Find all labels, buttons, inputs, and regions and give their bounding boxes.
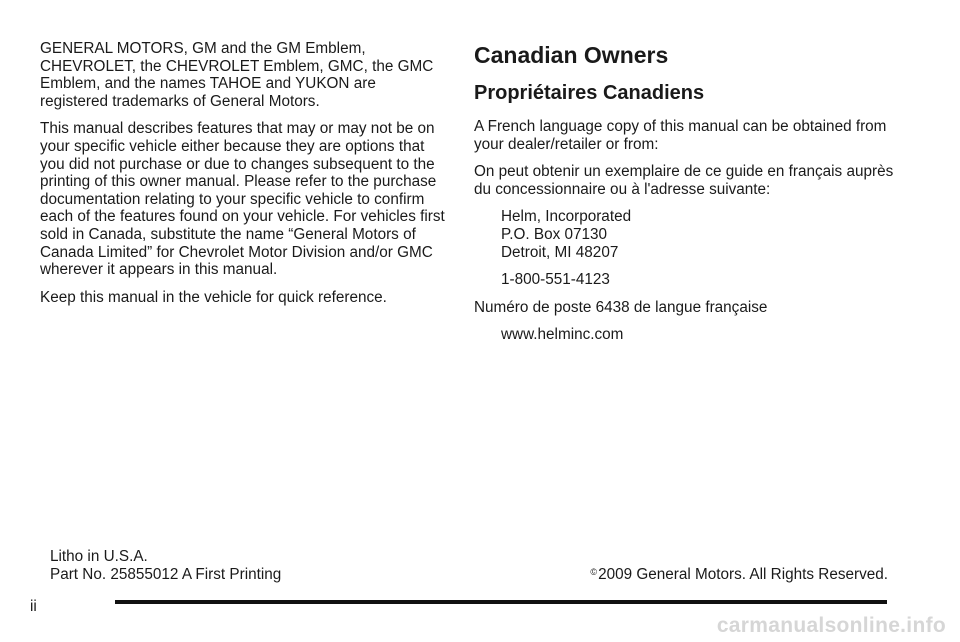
keep-manual-paragraph: Keep this manual in the vehicle for quick reference. bbox=[40, 288, 387, 306]
copyright-text: 2009 General Motors. All Rights Reserved. bbox=[598, 566, 888, 583]
site-watermark: carmanualsonline.info bbox=[716, 614, 946, 637]
litho-text: Litho in U.S.A. bbox=[50, 548, 148, 565]
website-link[interactable]: www.helminc.com bbox=[501, 326, 624, 344]
left-column bbox=[40, 40, 446, 316]
extension-note: Numéro de poste 6438 de langue française bbox=[474, 298, 768, 316]
intro-french: On peut obtenir un exemplaire de ce guide en français auprès du concessionnaire ou à l'adresse suivante: bbox=[474, 163, 894, 198]
copyright-icon: © bbox=[590, 567, 598, 577]
section-subheading: Propriétaires Canadiens bbox=[474, 82, 705, 104]
page-number: ii bbox=[30, 598, 37, 615]
mailing-address bbox=[474, 208, 914, 261]
manual-description-paragraph: This manual describes features that may or may not be on your specific vehicle either because they are options that you did not purchase or due to changes subsequent to the printing of this owner manual. Please refer to the purchase documentation relating to your specific vehicle to confirm each of the features found on your vehicle. For vehicles first sold in Canada, substitute the name “General Motors of Canada Limited” for Chevrolet Motor Division and/or GMC wherever it appears in this manual. bbox=[40, 120, 445, 279]
phone-number: 1-800-551-4123 bbox=[501, 271, 610, 289]
address-line: Helm, Incorporated bbox=[501, 208, 632, 226]
right-column bbox=[474, 40, 914, 354]
trademark-paragraph: GENERAL MOTORS, GM and the GM Emblem, CHEVROLET, the CHEVROLET Emblem, GMC, the GMC Emblem, and the names TAHOE and YUKON are registered trademarks of General Motors. bbox=[40, 40, 434, 110]
copyright-notice bbox=[590, 566, 888, 584]
section-heading: Canadian Owners bbox=[474, 42, 669, 68]
part-number-text: Part No. 25855012 A First Printing bbox=[50, 565, 282, 583]
printing-info bbox=[50, 548, 281, 583]
address-line: P.O. Box 07130 bbox=[501, 225, 608, 243]
address-line: Detroit, MI 48207 bbox=[501, 243, 619, 261]
intro-english: A French language copy of this manual can be obtained from your dealer/retailer or from: bbox=[474, 118, 887, 153]
footer-divider bbox=[115, 600, 887, 604]
